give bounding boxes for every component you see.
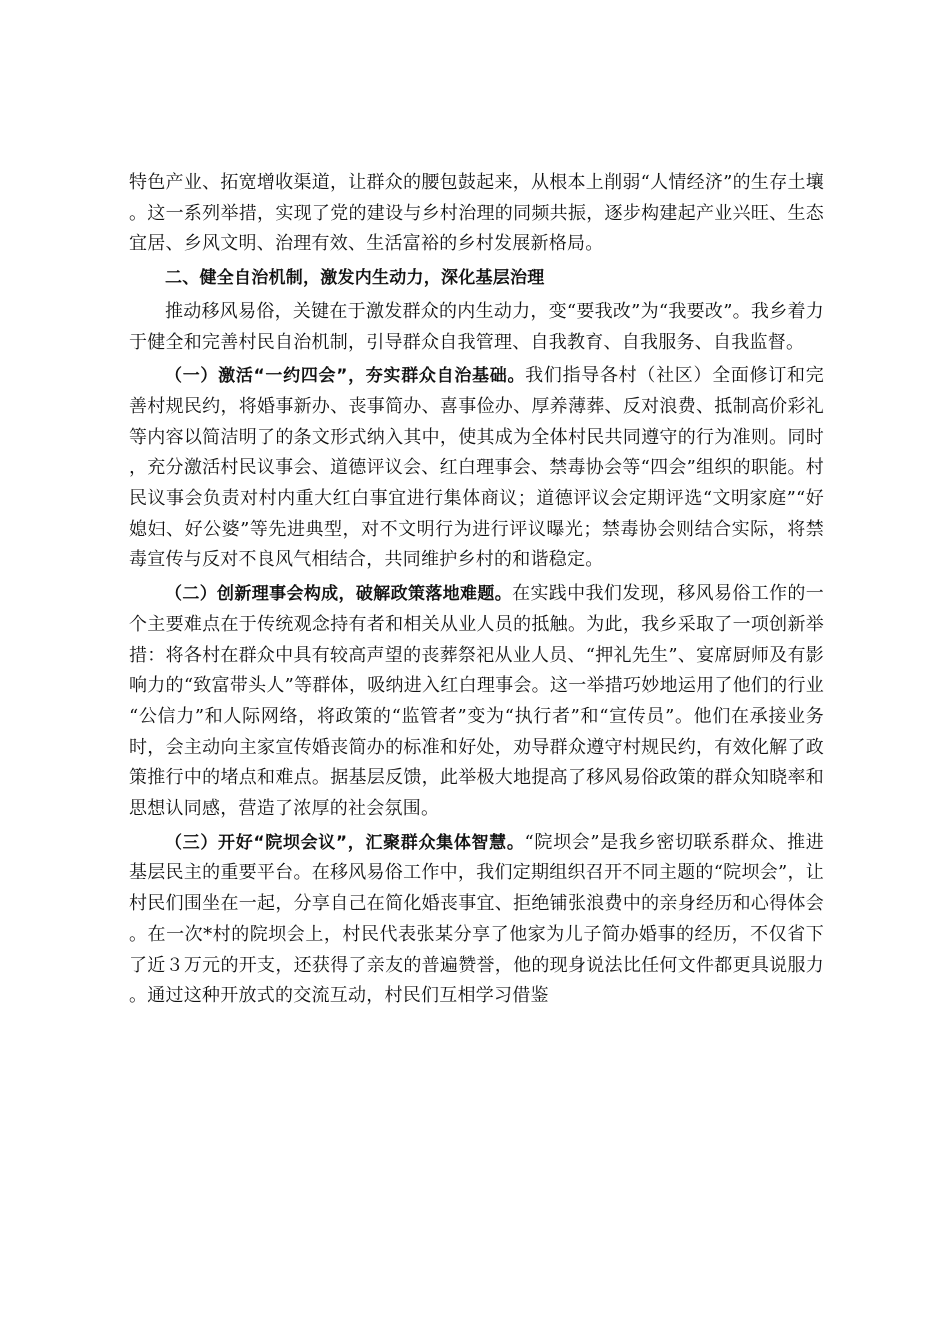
- subsection-3-lead: （三）开好“院坝会议”，汇聚群众集体智慧。: [165, 832, 525, 853]
- paragraph-continuation: 特色产业、拓宽增收渠道，让群众的腰包鼓起来，从根本上削弱“人情经济”的生存土壤。这一系列举措，实现了党的建设与乡村治理的同频共振，逐步构建起产业兴旺、生态宜居、乡风文明、治理有效、生活富裕的乡村发展新格局。: [129, 172, 824, 255]
- paragraph-subsection-3: [129, 828, 824, 1012]
- subsection-1-body: 我们指导各村（社区）全面修订和完善村规民约，将婚事新办、丧事简办、喜事俭办、厚养薄葬、反对浪费、抵制高价彩礼等内容以简洁明了的条文形式纳入其中，使其成为全体村民共同遵守的行为准则。同时，充分激活村民议事会、道德评议会、红白理事会、禁毒协会等“四会”组织的职能。村民议事会负责对村内重大红白事宜进行集体商议；道德评议会定期评选“文明家庭”“好媳妇、好公婆”等先进典型，对不文明行为进行评议曝光；禁毒协会则结合实际，将禁毒宣传与反对不良风气相结合，共同维护乡村的和谐稳定。: [129, 365, 824, 571]
- subsection-2-body: 在实践中我们发现，移风易俗工作的一个主要难点在于传统观念持有者和相关从业人员的抵触。为此，我乡采取了一项创新举措：将各村在群众中具有较高声望的丧葬祭祀从业人员、“押礼先生”、宴席厨师及有影响力的“致富带头人”等群体，吸纳进入红白理事会。这一举措巧妙地运用了他们的行业“公信力”和人际网络，将政策的“监管者”变为“执行者”和“宣传员”。他们在承接业务时，会主动向主家宣传婚丧简办的标准和好处，劝导群众遵守村规民约，有效化解了政策推行中的堵点和难点。据基层反馈，此举极大地提高了移风易俗政策的群众知晓率和思想认同感，营造了浓厚的社会氛围。: [129, 583, 825, 820]
- section-heading: 二、健全自治机制，激发内生动力，深化基层治理: [165, 268, 545, 289]
- subsection-2-lead: （二）创新理事会构成，破解政策落地难题。: [165, 584, 513, 605]
- document-page: [129, 168, 824, 1015]
- paragraph-subsection-2: [129, 579, 824, 825]
- subsection-1-lead: （一）激活“一约四会”，夯实群众自治基础。: [165, 366, 526, 387]
- paragraph-subsection-1: [129, 361, 824, 576]
- paragraph-intro: 推动移风易俗，关键在于激发群众的内生动力，变“要我改”为“我要改”。我乡着力于健全和完善村民自治机制，引导群众自我管理、自我教育、自我服务、自我监督。: [129, 300, 824, 353]
- subsection-3-body: “院坝会”是我乡密切联系群众、推进基层民主的重要平台。在移风易俗工作中，我们定期组织召开不同主题的“院坝会”，让村民们围坐在一起，分享自己在简化婚丧事宜、拒绝铺张浪费中的亲身经历和心得体会。在一次*村的院坝会上，村民代表张某分享了他家为儿子简办婚事的经历，不仅省下了近３万元的开支，还获得了亲友的普遍赞誉，他的现身说法比任何文件都更具说服力。通过这种开放式的交流互动，村民们互相学习借鉴: [129, 831, 824, 1007]
